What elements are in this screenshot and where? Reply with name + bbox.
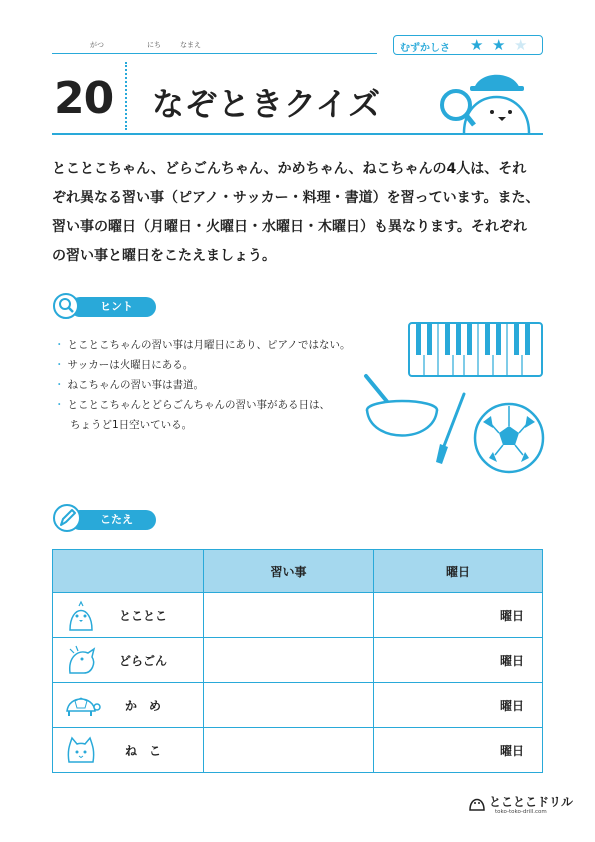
answer-label: こたえ	[100, 513, 133, 526]
table-row	[53, 638, 543, 683]
table-row	[53, 683, 543, 728]
name-label: なまえ	[180, 41, 201, 49]
animal-name: ね こ	[124, 743, 161, 758]
difficulty-label: むずかしさ	[400, 43, 450, 54]
star-filled-icon: ★	[470, 36, 484, 54]
hint-label: ヒント	[100, 300, 133, 313]
intro-line: ぞれ異なる習い事（ピアノ・サッカー・料理・書道）を習っています。また、	[52, 190, 540, 206]
chick-icon	[59, 598, 103, 632]
day-answer-cell[interactable]	[374, 683, 543, 728]
intro-line: 習い事の曜日（月曜日・火曜日・水曜日・木曜日）も異なります。それぞれ	[52, 219, 527, 235]
exercise-number: 20	[54, 73, 114, 124]
hint-item: ・ ねこちゃんの習い事は書道。	[54, 379, 204, 391]
pencil-icon	[52, 503, 82, 533]
hint-badge	[70, 297, 156, 317]
answer-table	[52, 549, 543, 773]
animal-name: か め	[124, 698, 161, 713]
dragon-icon	[59, 643, 103, 677]
brand-url: toko-toko-drill.com	[495, 809, 547, 815]
day-suffix: 曜日	[499, 698, 524, 713]
lesson-answer-cell[interactable]	[204, 728, 374, 773]
soccer-ball-icon	[473, 402, 545, 474]
table-row	[53, 593, 543, 638]
day-label: にち	[147, 41, 161, 49]
animal-name: どらごん	[118, 653, 167, 668]
hint-item: ちょうど1日空いている。	[70, 419, 193, 431]
intro-paragraph	[52, 155, 547, 271]
star-filled-icon: ★	[492, 36, 506, 54]
difficulty-box	[393, 35, 543, 55]
column-header-lesson: 習い事	[204, 550, 374, 593]
mixing-bowl-icon	[360, 372, 440, 447]
intro-line: の習い事と曜日をこたえましょう。	[52, 248, 276, 264]
mascot-detective-icon	[434, 55, 544, 135]
piano-keyboard-icon	[408, 322, 543, 377]
date-name-line	[52, 53, 377, 54]
title-divider	[125, 62, 127, 130]
column-header-name	[53, 550, 204, 593]
day-answer-cell[interactable]	[374, 728, 543, 773]
header-bottom-line	[52, 133, 543, 135]
brand-mascot-icon	[468, 793, 486, 811]
cat-icon	[59, 734, 103, 766]
magnifier-icon	[53, 293, 81, 321]
month-label: がつ	[90, 41, 104, 49]
intro-line: とことこちゃん、どらごんちゃん、かめちゃん、ねこちゃんの4人は、それ	[52, 161, 527, 177]
hint-item: ・ とことこちゃんとどらごんちゃんの習い事がある日は、	[54, 399, 330, 411]
lesson-answer-cell[interactable]	[204, 683, 374, 728]
table-row	[53, 728, 543, 773]
lesson-answer-cell[interactable]	[204, 638, 374, 683]
paintbrush-icon	[430, 390, 470, 470]
hint-item: ・ とことこちゃんの習い事は月曜日にあり、ピアノではない。	[54, 339, 351, 351]
hint-list	[54, 335, 350, 435]
brand-logo: とことこドリル	[489, 795, 574, 809]
table-header-row	[53, 550, 543, 593]
day-answer-cell[interactable]	[374, 638, 543, 683]
day-suffix: 曜日	[499, 743, 524, 758]
star-empty-icon: ★	[514, 36, 528, 54]
turtle-icon	[59, 691, 103, 719]
answer-badge	[70, 510, 156, 530]
animal-name: とことこ	[118, 608, 167, 623]
lesson-answer-cell[interactable]	[204, 593, 374, 638]
day-suffix: 曜日	[499, 653, 524, 668]
page-title: なぞときクイズ	[152, 85, 382, 123]
hint-item: ・ サッカーは火曜日にある。	[54, 359, 194, 371]
day-answer-cell[interactable]	[374, 593, 543, 638]
day-suffix: 曜日	[499, 608, 524, 623]
column-header-day: 曜日	[374, 550, 543, 593]
